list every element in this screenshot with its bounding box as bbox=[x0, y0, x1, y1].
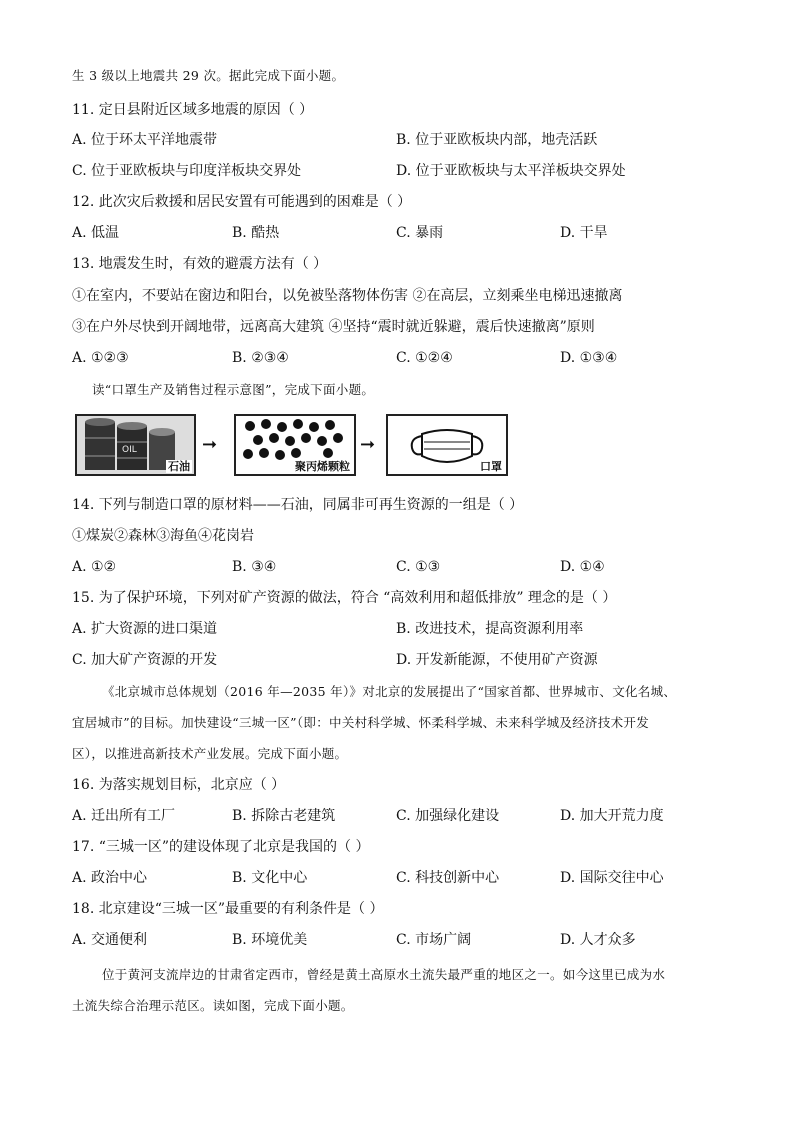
q11-option-c[interactable]: C. 位于亚欧板块与印度洋板块交界处 bbox=[72, 163, 302, 179]
q13-statements-2: ③在户外尽快到开阔地带，远离高大建筑 ④坚持“震时就近躲避，震后快速撤离”原则 bbox=[72, 319, 595, 335]
q12-option-d[interactable]: D. 干旱 bbox=[560, 225, 608, 241]
passage2-line3: 区），以推进高新技术产业发展。完成下面小题。 bbox=[72, 746, 348, 761]
q15-option-a[interactable]: A. 扩大资源的进口渠道 bbox=[72, 621, 218, 637]
q13-option-b[interactable]: B. ②③④ bbox=[232, 350, 289, 366]
q14-statements: ①煤炭②森林③海鱼④花岗岩 bbox=[72, 528, 254, 544]
barrel-text: OIL bbox=[122, 445, 137, 455]
q11-options-row2 bbox=[72, 162, 752, 180]
q18-stem: 18. 北京建设“三城一区”最重要的有利条件是（ ） bbox=[72, 901, 384, 917]
label-polypropylene: 聚丙烯颗粒 bbox=[295, 460, 350, 473]
figure-granules-panel bbox=[234, 414, 356, 476]
q15-option-c[interactable]: C. 加大矿产资源的开发 bbox=[72, 652, 218, 668]
q18-option-b[interactable]: B. 环境优美 bbox=[232, 932, 308, 948]
q13-stem: 13. 地震发生时，有效的避震方法有（ ） bbox=[72, 256, 328, 272]
q12-option-b[interactable]: B. 酷热 bbox=[232, 225, 280, 241]
q11-option-d[interactable]: D. 位于亚欧板块与太平洋板块交界处 bbox=[396, 163, 626, 179]
q12-option-a[interactable]: A. 低温 bbox=[72, 225, 120, 241]
q17-stem: 17. “三城一区”的建设体现了北京是我国的（ ） bbox=[72, 839, 370, 855]
q11-option-b[interactable]: B. 位于亚欧板块内部，地壳活跃 bbox=[396, 132, 598, 148]
q16-stem: 16. 为落实规划目标，北京应（ ） bbox=[72, 777, 286, 793]
q18-option-d[interactable]: D. 人才众多 bbox=[560, 932, 636, 948]
q16-option-b[interactable]: B. 拆除古老建筑 bbox=[232, 808, 336, 824]
q16-option-a[interactable]: A. 迁出所有工厂 bbox=[72, 808, 176, 824]
label-mask: 口罩 bbox=[480, 460, 502, 473]
q14-option-a[interactable]: A. ①② bbox=[72, 559, 117, 575]
q13-option-c[interactable]: C. ①②④ bbox=[396, 350, 453, 366]
arrow-right-icon: ➞ bbox=[202, 434, 218, 455]
q15-options-row2 bbox=[72, 651, 752, 669]
q16-options bbox=[72, 807, 752, 825]
q11-stem: 11. 定日县附近区域多地震的原因（ ） bbox=[72, 102, 314, 118]
q11-options-row1 bbox=[72, 131, 752, 149]
q17-option-a[interactable]: A. 政治中心 bbox=[72, 870, 148, 886]
q15-stem: 15. 为了保护环境，下列对矿产资源的做法，符合 “高效利用和超低排放” 理念的是（ ） bbox=[72, 590, 617, 606]
q12-options bbox=[72, 224, 752, 242]
q13-statements-1: ①在室内，不要站在窗边和阳台，以免被坠落物体伤害 ②在高层，立刻乘坐电梯迅速撤离 bbox=[72, 288, 623, 304]
q12-option-c[interactable]: C. 暴雨 bbox=[396, 225, 444, 241]
q14-options bbox=[72, 558, 752, 576]
q13-option-a[interactable]: A. ①②③ bbox=[72, 350, 129, 366]
arrow-right-icon: ➞ bbox=[360, 434, 376, 455]
q14-stem: 14. 下列与制造口罩的原材料——石油，同属非可再生资源的一组是（ ） bbox=[72, 497, 524, 513]
q14-option-d[interactable]: D. ①④ bbox=[560, 559, 605, 575]
q15-options-row1 bbox=[72, 620, 752, 638]
q14-option-b[interactable]: B. ③④ bbox=[232, 559, 277, 575]
label-oil: 石油 bbox=[168, 460, 190, 473]
q13-options bbox=[72, 349, 752, 367]
figure-mask-panel bbox=[386, 414, 508, 476]
q15-option-b[interactable]: B. 改进技术，提高资源利用率 bbox=[396, 621, 584, 637]
q12-stem: 12. 此次灾后救援和居民安置有可能遇到的困难是（ ） bbox=[72, 194, 412, 210]
q17-option-d[interactable]: D. 国际交往中心 bbox=[560, 870, 664, 886]
q15-option-d[interactable]: D. 开发新能源，不使用矿产资源 bbox=[396, 652, 598, 668]
q18-option-a[interactable]: A. 交通便利 bbox=[72, 932, 148, 948]
q17-options bbox=[72, 869, 752, 887]
figure-oil-panel bbox=[75, 414, 196, 476]
q16-option-c[interactable]: C. 加强绿化建设 bbox=[396, 808, 500, 824]
q14-option-c[interactable]: C. ①③ bbox=[396, 559, 441, 575]
q17-option-c[interactable]: C. 科技创新中心 bbox=[396, 870, 500, 886]
passage2-line2: 宜居城市”的目标。加快建设“三城一区”（即：中关村科学城、怀柔科学城、未来科学城及经济技术开发 bbox=[72, 715, 650, 730]
figure-intro: 读“口罩生产及销售过程示意图”，完成下面小题。 bbox=[92, 382, 375, 397]
passage3-line1: 位于黄河支流岸边的甘肃省定西市，曾经是黄土高原水土流失最严重的地区之一。如今这里已成为水 bbox=[102, 967, 666, 982]
q18-options bbox=[72, 931, 752, 949]
q17-option-b[interactable]: B. 文化中心 bbox=[232, 870, 308, 886]
q11-option-a[interactable]: A. 位于环太平洋地震带 bbox=[72, 132, 218, 148]
q18-option-c[interactable]: C. 市场广阔 bbox=[396, 932, 472, 948]
q16-option-d[interactable]: D. 加大开荒力度 bbox=[560, 808, 664, 824]
q13-option-d[interactable]: D. ①③④ bbox=[560, 350, 618, 366]
intro-tail: 生 3 级以上地震共 29 次。据此完成下面小题。 bbox=[72, 68, 345, 83]
passage2-line1: 《北京城市总体规划（2016 年—2035 年）》对北京的发展提出了“国家首都、世界城市、文化名城、 bbox=[102, 684, 677, 699]
passage3-line2: 土流失综合治理示范区。读如图，完成下面小题。 bbox=[72, 998, 354, 1013]
